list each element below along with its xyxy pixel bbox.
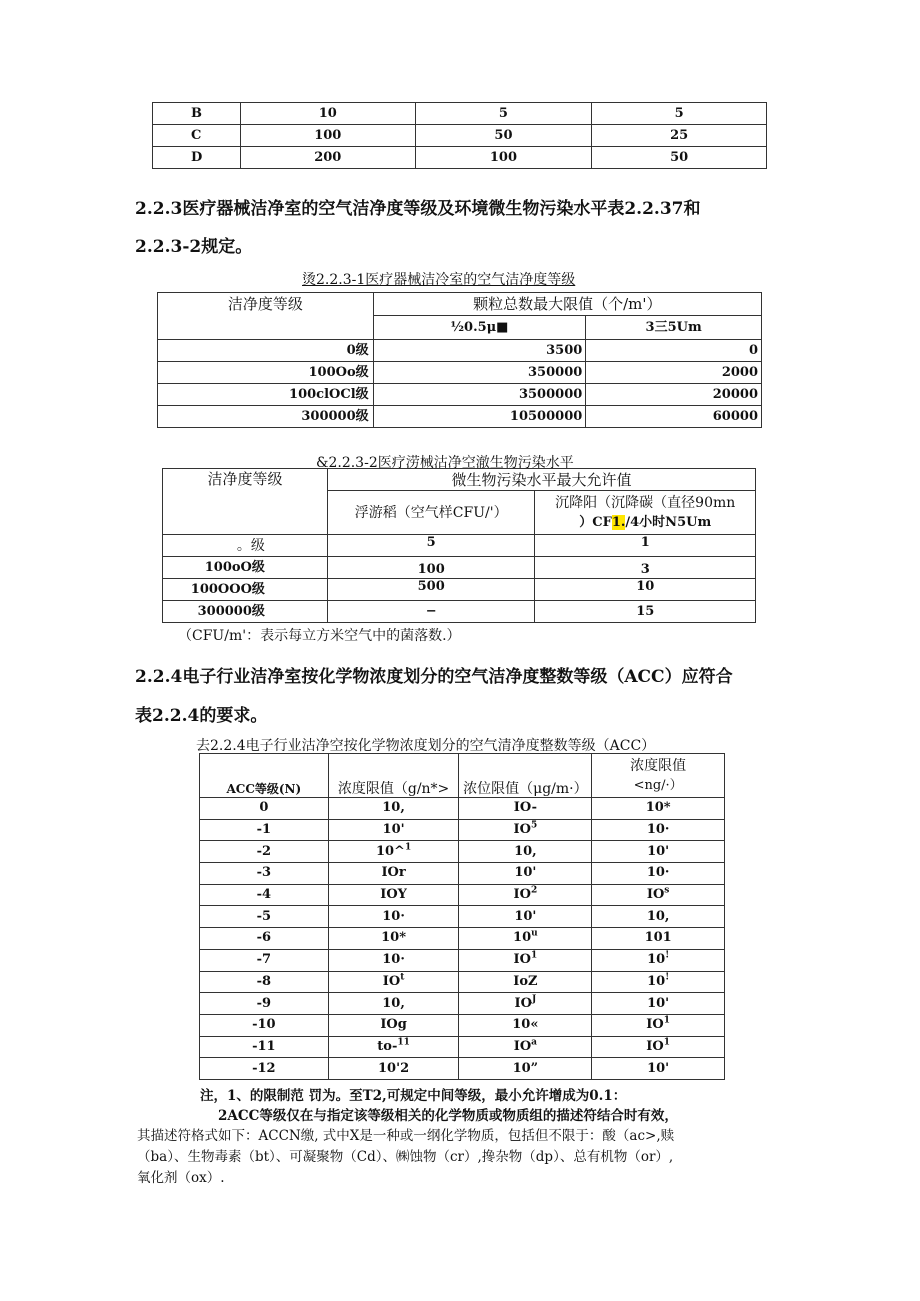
acc-grade-cell — [200, 993, 329, 1015]
cell-text: -5 — [256, 908, 272, 924]
acc-value-cell — [328, 1014, 459, 1036]
table-row — [158, 340, 762, 362]
grade-cell: 100OOO级 — [163, 579, 328, 601]
acc-value-cell — [459, 863, 592, 885]
acc-value-cell — [328, 841, 459, 863]
conc-ng-header-line2: <ng/·） — [633, 777, 683, 793]
table-row — [163, 601, 756, 623]
acc-value-cell — [328, 971, 459, 993]
cell-text: -8 — [256, 973, 272, 989]
cell-text: -1 — [256, 822, 272, 838]
acc-value-cell — [459, 841, 592, 863]
table-row — [200, 993, 725, 1015]
grade-cell: 0级 — [158, 340, 374, 362]
grade-cell: C — [153, 125, 241, 147]
cell-text: IO — [514, 995, 532, 1011]
cell-text: IOr — [381, 865, 406, 881]
table-row — [200, 906, 725, 928]
table-row — [200, 1058, 725, 1080]
value-cell: 2000 — [586, 362, 762, 384]
cell-superscript: u — [531, 929, 538, 940]
acc-grade-cell — [200, 906, 329, 928]
cell-text: 10 — [647, 952, 666, 968]
acc-grade-cell — [200, 798, 329, 820]
cell-text: IOg — [380, 1017, 407, 1033]
table1-caption: 烫2.2.3-1医疗器械洁冷室的空气洁净度等级 — [302, 272, 576, 288]
table-row — [163, 469, 756, 491]
acc-table-body — [200, 798, 725, 1080]
cell-text: 10, — [382, 800, 405, 816]
cell-text: -4 — [256, 887, 272, 903]
acc-value-cell — [592, 949, 725, 971]
acc-value-cell — [328, 863, 459, 885]
value-cell: − — [327, 601, 535, 623]
table-row — [158, 293, 762, 316]
cell-text: 10' — [647, 843, 670, 859]
cell-text: 10 — [513, 930, 532, 946]
highlight-mark: 1. — [611, 514, 626, 530]
acc-value-cell — [328, 928, 459, 950]
cell-text: 10* — [645, 800, 671, 816]
table-row — [200, 841, 725, 863]
acc-grade-cell — [200, 1036, 329, 1058]
table-row — [158, 406, 762, 428]
value-cell: 3500000 — [373, 384, 586, 406]
acc-grade-header: ACC等级(N) — [200, 754, 329, 798]
cell-superscript: 1 — [663, 1015, 670, 1026]
cell-text: 10· — [382, 952, 405, 968]
value-cell: 100 — [240, 125, 415, 147]
cell-superscript: 1 — [404, 842, 412, 853]
acc-grade-cell — [200, 863, 329, 885]
note-line5: 氧化剂（ox）. — [137, 1170, 225, 1186]
table-row — [200, 1014, 725, 1036]
grade-cell: 。级 — [163, 535, 328, 557]
cell-text: IO — [513, 952, 531, 968]
cell-text: 10· — [646, 822, 670, 838]
cell-superscript: 5 — [530, 820, 538, 831]
cell-text: 10, — [382, 995, 405, 1011]
table-row — [158, 384, 762, 406]
acc-grade-cell — [200, 841, 329, 863]
cell-text: -10 — [252, 1017, 276, 1033]
acc-value-cell — [592, 906, 725, 928]
cell-superscript: a — [531, 1037, 537, 1048]
conc-ng-header-line1: 浓度限值 — [630, 757, 687, 774]
table2 — [162, 468, 756, 623]
value-cell: 60000 — [586, 406, 762, 428]
value-cell: 5 — [592, 103, 767, 125]
sub-header-05: ½0.5μ■ — [373, 316, 586, 340]
cell-text: -12 — [252, 1060, 276, 1076]
table-row — [200, 1036, 725, 1058]
grade-cell: 100Oo级 — [158, 362, 374, 384]
table-row — [200, 798, 725, 820]
cell-text: 10* — [381, 930, 407, 946]
acc-value-cell — [459, 906, 592, 928]
value-cell: 20000 — [586, 384, 762, 406]
sub-header-floating: 浮游稻（空气样CFU/'） — [327, 491, 535, 535]
grade-cell: 100oO级 — [163, 557, 328, 579]
sub-header-settling-line1: 沉降阳（沉降碳（直径90mn — [555, 494, 736, 511]
cell-superscript: ! — [665, 972, 670, 983]
cell-text: -9 — [256, 995, 272, 1011]
conc-ng-header — [592, 754, 725, 798]
acc-value-cell — [592, 993, 725, 1015]
cell-text: -3 — [256, 865, 272, 881]
value-cell: 5 — [327, 535, 535, 557]
acc-value-cell — [328, 884, 459, 906]
acc-value-cell — [459, 949, 592, 971]
cell-text: 10 — [647, 973, 666, 989]
cell-superscript: 2 — [530, 885, 538, 896]
acc-value-cell — [459, 1036, 592, 1058]
cell-text: IO — [382, 973, 401, 989]
table-row — [153, 147, 767, 169]
cell-text: 10« — [512, 1017, 539, 1033]
cell-text: IO- — [513, 800, 538, 816]
grade-cell: 300000级 — [158, 406, 374, 428]
table-row — [153, 125, 767, 147]
acc-value-cell — [592, 928, 725, 950]
value-cell: 25 — [592, 125, 767, 147]
table-row — [163, 557, 756, 579]
col-grade-header: 洁净度等级 — [158, 293, 374, 340]
acc-value-cell — [328, 949, 459, 971]
acc-value-cell — [592, 1036, 725, 1058]
para-223-line1: 2.2.3医疗器械洁净室的空气洁净度等级及环境微生物污染水平表2.2.37和 — [135, 199, 701, 219]
value-cell: 15 — [535, 601, 756, 623]
acc-value-cell — [592, 841, 725, 863]
settling-line2-a: ）CF — [579, 514, 612, 530]
table-row — [153, 103, 767, 125]
acc-value-cell — [459, 971, 592, 993]
cell-text: 10' — [514, 865, 537, 881]
acc-value-cell — [459, 1014, 592, 1036]
cell-text: IO — [646, 1038, 664, 1054]
cell-text: 10” — [512, 1060, 539, 1076]
value-cell: 200 — [240, 147, 415, 169]
value-cell: 50 — [592, 147, 767, 169]
value-cell: 10 — [535, 579, 756, 601]
cell-text: 0 — [259, 800, 269, 816]
acc-value-cell — [459, 1058, 592, 1080]
cell-superscript: 1 — [530, 950, 538, 961]
cell-superscript: ! — [665, 950, 670, 961]
table3 — [199, 753, 725, 1080]
table-row — [200, 819, 725, 841]
acc-value-cell — [328, 819, 459, 841]
cell-text: 10' — [382, 822, 405, 838]
table2-caption: &2.2.3-2医疗涝械沽净空澈生物污染水平 — [316, 455, 574, 471]
cell-text: IO — [513, 822, 531, 838]
value-cell: 10 — [240, 103, 415, 125]
para-224-line1: 2.2.4电子行业洁净室按化学物浓度划分的空气洁净度整数等级（ACC）应符合 — [135, 667, 733, 687]
note-line2: 2ACC等级仅在与指定该等级相关的化学物质或物质组的描述符结合时有效， — [218, 1108, 678, 1124]
cell-text: 10' — [647, 995, 670, 1011]
cell-text: 10· — [646, 865, 670, 881]
cell-text: 10' — [514, 908, 537, 924]
cell-text: 10· — [382, 908, 405, 924]
value-cell: 100 — [327, 557, 535, 579]
cell-text: to- — [377, 1038, 398, 1054]
acc-value-cell — [459, 798, 592, 820]
conc-ug-header: 浓位限值（μg/m·） — [459, 754, 592, 798]
cell-text: IoZ — [513, 973, 538, 989]
cell-superscript: 1 — [663, 1037, 670, 1048]
cell-text: 10^ — [375, 843, 405, 859]
acc-value-cell — [592, 884, 725, 906]
acc-value-cell — [328, 993, 459, 1015]
cell-text: IO — [513, 887, 531, 903]
acc-value-cell — [592, 819, 725, 841]
acc-grade-cell — [200, 884, 329, 906]
cell-text: IO — [513, 1038, 532, 1054]
note-line1: 注，1、的限制范 罚为。至T2,可规定中间等级，最小允许增成为0.1： — [200, 1088, 627, 1104]
top-table — [152, 102, 767, 169]
cell-superscript: t — [400, 972, 405, 983]
acc-value-cell — [592, 971, 725, 993]
value-cell: 5 — [415, 103, 592, 125]
value-cell: 100 — [415, 147, 592, 169]
table-row — [200, 949, 725, 971]
cell-text: IO — [646, 887, 665, 903]
value-cell: 350000 — [373, 362, 586, 384]
conc-g-header: 浓度限值（g/n*> — [328, 754, 459, 798]
table2-note: （CFU/m'：表示每立方米空气中的菌落数.） — [178, 628, 461, 644]
table-row — [158, 362, 762, 384]
para-223-line2: 2.2.3-2规定。 — [135, 237, 253, 257]
cell-superscript: s — [664, 885, 670, 896]
para-224-line2: 表2.2.4的要求。 — [135, 706, 268, 726]
grade-cell: 300000级 — [163, 601, 328, 623]
note-line3: 其描述符格式如下：ACCN缴, 式中X是一种或一纲化学物质，包括但不限于：酸（ac>,赎 — [137, 1128, 675, 1144]
table-row — [200, 928, 725, 950]
value-cell: 3500 — [373, 340, 586, 362]
value-cell: 10500000 — [373, 406, 586, 428]
table-row — [200, 863, 725, 885]
acc-grade-cell — [200, 1058, 329, 1080]
table-row — [163, 535, 756, 557]
acc-value-cell — [459, 819, 592, 841]
cell-text: 101 — [644, 930, 672, 946]
grade-cell: 100clOCl级 — [158, 384, 374, 406]
table-header-row — [200, 754, 725, 798]
value-cell: 1 — [535, 535, 756, 557]
col-micro-header: 微生物污染水平最大允许值 — [327, 469, 755, 491]
acc-value-cell — [459, 993, 592, 1015]
sub-header-5: 3三5Um — [586, 316, 762, 340]
cell-superscript: 11 — [397, 1037, 410, 1048]
grade-cell: B — [153, 103, 241, 125]
acc-grade-cell — [200, 949, 329, 971]
col-grade-header: 洁净度等级 — [163, 469, 328, 535]
table-row — [200, 884, 725, 906]
cell-text: IOY — [380, 887, 407, 903]
grade-cell: D — [153, 147, 241, 169]
cell-text: IO — [646, 1017, 664, 1033]
cell-text: -6 — [256, 930, 272, 946]
table1 — [157, 292, 762, 428]
cell-text: 10' — [647, 1060, 670, 1076]
acc-grade-cell — [200, 819, 329, 841]
acc-value-cell — [459, 928, 592, 950]
cell-text: -7 — [256, 952, 272, 968]
cell-text: 10'2 — [378, 1060, 410, 1076]
value-cell: 3 — [535, 557, 756, 579]
acc-grade-cell — [200, 971, 329, 993]
table3-caption: 去2.2.4电子行业沽净空按化学物浓度划分的空气清净度整数等级（ACC） — [196, 738, 656, 754]
acc-value-cell — [592, 1014, 725, 1036]
cell-text: -2 — [256, 843, 272, 859]
value-cell: 500 — [327, 579, 535, 601]
acc-value-cell — [328, 1058, 459, 1080]
sub-header-settling — [535, 491, 756, 535]
acc-value-cell — [592, 863, 725, 885]
sub-header-settling-line2 — [538, 513, 752, 533]
cell-superscript: J — [531, 994, 537, 1005]
settling-line2-b: /4小时N5Um — [625, 514, 712, 530]
acc-value-cell — [592, 1058, 725, 1080]
value-cell: 0 — [586, 340, 762, 362]
cell-text: -11 — [252, 1038, 276, 1054]
cell-text: 10, — [646, 908, 670, 924]
acc-grade-cell — [200, 928, 329, 950]
acc-value-cell — [592, 798, 725, 820]
cell-text: 10, — [514, 843, 537, 859]
acc-value-cell — [459, 884, 592, 906]
value-cell: 50 — [415, 125, 592, 147]
note-line4: （ba）、生物毒素（bt）、可凝聚物（Cd）、㈱蚀物（cr）,搀杂物（dp）、总有机物（or）, — [137, 1149, 674, 1165]
acc-value-cell — [328, 906, 459, 928]
table-row — [163, 579, 756, 601]
acc-value-cell — [328, 1036, 459, 1058]
table-row — [200, 971, 725, 993]
col-particles-header: 颗粒总数最大限值（个/m'） — [373, 293, 761, 316]
acc-grade-cell — [200, 1014, 329, 1036]
acc-value-cell — [328, 798, 459, 820]
